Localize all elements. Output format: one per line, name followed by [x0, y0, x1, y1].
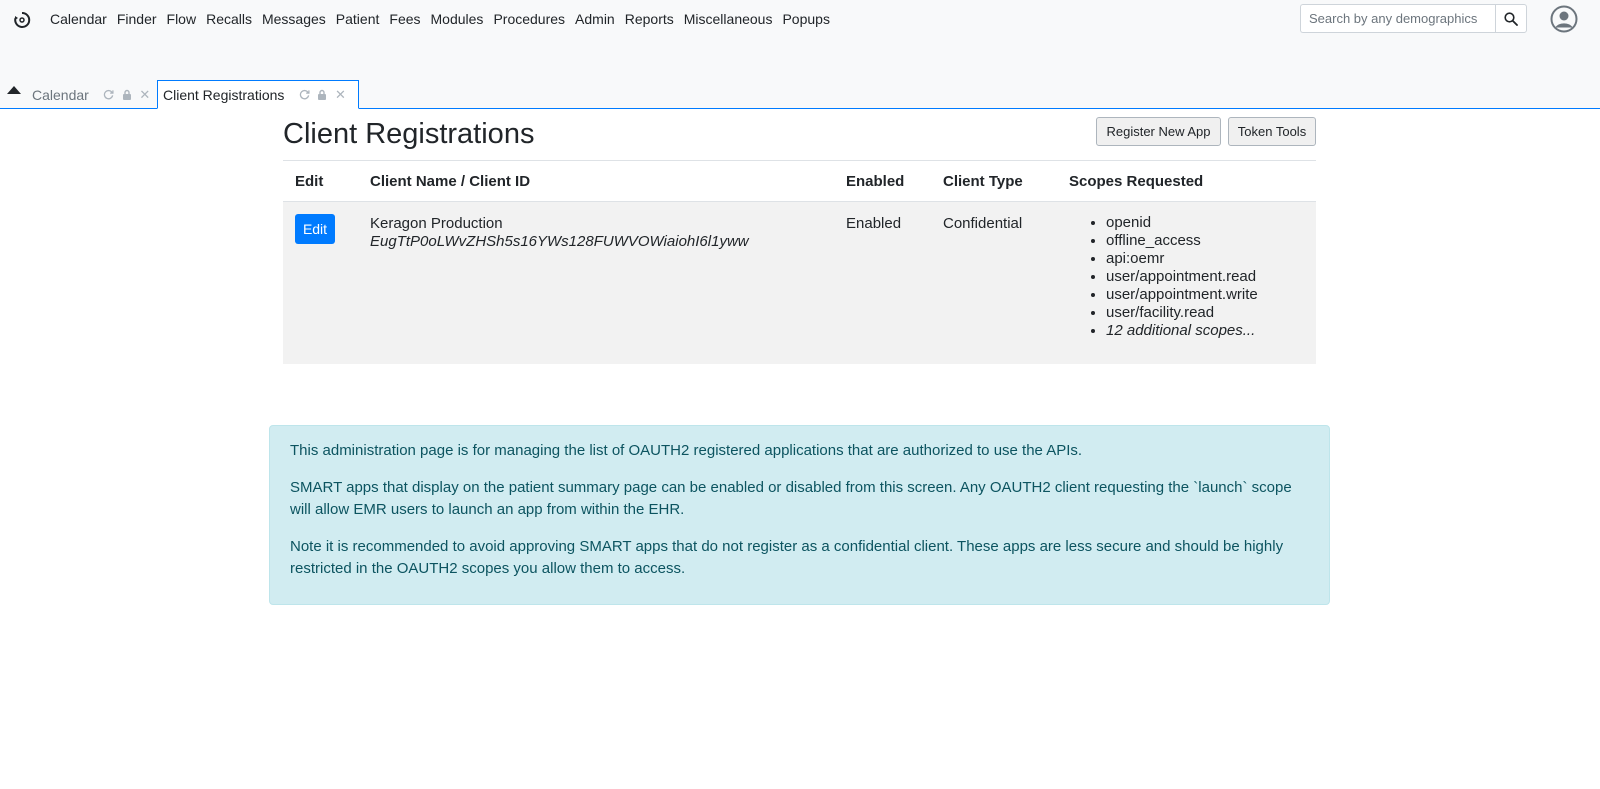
column-header-edit: Edit: [295, 173, 324, 190]
client-registrations-table: [283, 160, 1316, 364]
info-paragraph: This administration page is for managing the list of OAUTH2 registered applications that are authorized to use the APIs.: [290, 442, 1083, 459]
scope-item: • offline_access: [1106, 232, 1258, 250]
refresh-icon[interactable]: [103, 89, 115, 101]
lock-icon[interactable]: [121, 89, 133, 101]
tab-client-registrations[interactable]: [157, 80, 359, 109]
edit-button[interactable]: Edit: [295, 214, 335, 244]
lock-icon[interactable]: [316, 89, 328, 101]
menu-flow[interactable]: Flow: [166, 11, 197, 27]
menu-procedures[interactable]: Procedures: [493, 11, 566, 27]
user-circle-icon[interactable]: [1550, 5, 1578, 33]
menu-patient[interactable]: Patient: [335, 11, 380, 27]
menu-miscellaneous[interactable]: Miscellaneous: [683, 11, 773, 27]
menu-reports[interactable]: Reports: [624, 11, 674, 27]
column-header-client: Client Name / Client ID: [370, 173, 531, 190]
menu-admin[interactable]: Admin: [575, 11, 615, 27]
table-header: [283, 160, 1316, 202]
menu-fees[interactable]: Fees: [389, 11, 421, 27]
search-icon: [1504, 12, 1518, 26]
tab-actions: [298, 86, 346, 102]
column-header-scopes: Scopes Requested: [1069, 173, 1204, 190]
token-tools-button[interactable]: Token Tools: [1228, 117, 1316, 146]
client-name: Keragon Production: [370, 215, 503, 232]
page-title: Client Registrations: [283, 118, 535, 150]
scope-item: • openid: [1106, 214, 1258, 232]
enabled-status: Enabled: [846, 215, 902, 232]
tab-actions: [103, 86, 151, 102]
scope-item: • api:oemr: [1106, 250, 1258, 268]
search-button[interactable]: [1495, 4, 1527, 33]
menu-calendar[interactable]: Calendar: [50, 11, 107, 27]
additional-scopes: • 12 additional scopes...: [1106, 322, 1258, 340]
scope-item: • user/appointment.write: [1106, 286, 1258, 304]
main-menu: [50, 10, 835, 28]
register-new-app-button[interactable]: Register New App: [1096, 117, 1221, 146]
openemr-logo-icon[interactable]: [12, 10, 32, 30]
collapse-tabs-icon[interactable]: [6, 84, 22, 96]
top-navbar: [0, 0, 1600, 108]
info-paragraph: SMART apps that display on the patient summary page can be enabled or disabled from this screen. Any OAUTH2 client requesting the `launch` scope will allow EMR users to launch an app from within the EHR.: [290, 479, 1292, 518]
menu-messages[interactable]: Messages: [261, 11, 326, 27]
tab-label: Client Registrations: [163, 86, 285, 103]
close-icon[interactable]: ✕: [139, 86, 151, 102]
tab-label: Calendar: [32, 86, 89, 103]
client-id: EugTtP0oLWvZHSh5s16YWs128FUWVOWiaiohI6l1yww: [370, 233, 749, 250]
scope-item: • user/facility.read: [1106, 304, 1258, 322]
scope-item: • user/appointment.read: [1106, 268, 1258, 286]
column-header-client-type: Client Type: [943, 173, 1023, 190]
client-type: Confidential: [943, 215, 1023, 232]
scopes-list: [1106, 214, 1258, 340]
tab-calendar[interactable]: [28, 80, 154, 109]
table-row: [283, 202, 1316, 364]
info-paragraph: Note it is recommended to avoid approving SMART apps that do not register as a confidential client. These apps are less secure and should be highly restricted in the OAUTH2 scopes you allow them to access.: [290, 538, 1284, 577]
client-cell: [370, 215, 749, 250]
close-icon[interactable]: ✕: [334, 86, 346, 102]
menu-recalls[interactable]: Recalls: [206, 11, 252, 27]
refresh-icon[interactable]: [298, 89, 310, 101]
info-alert: [269, 425, 1330, 605]
menu-modules[interactable]: Modules: [430, 11, 484, 27]
patient-search: [1300, 4, 1527, 33]
menu-finder[interactable]: Finder: [116, 11, 157, 27]
column-header-enabled: Enabled: [846, 173, 905, 190]
search-input[interactable]: [1300, 4, 1495, 33]
menu-popups[interactable]: Popups: [782, 11, 830, 27]
